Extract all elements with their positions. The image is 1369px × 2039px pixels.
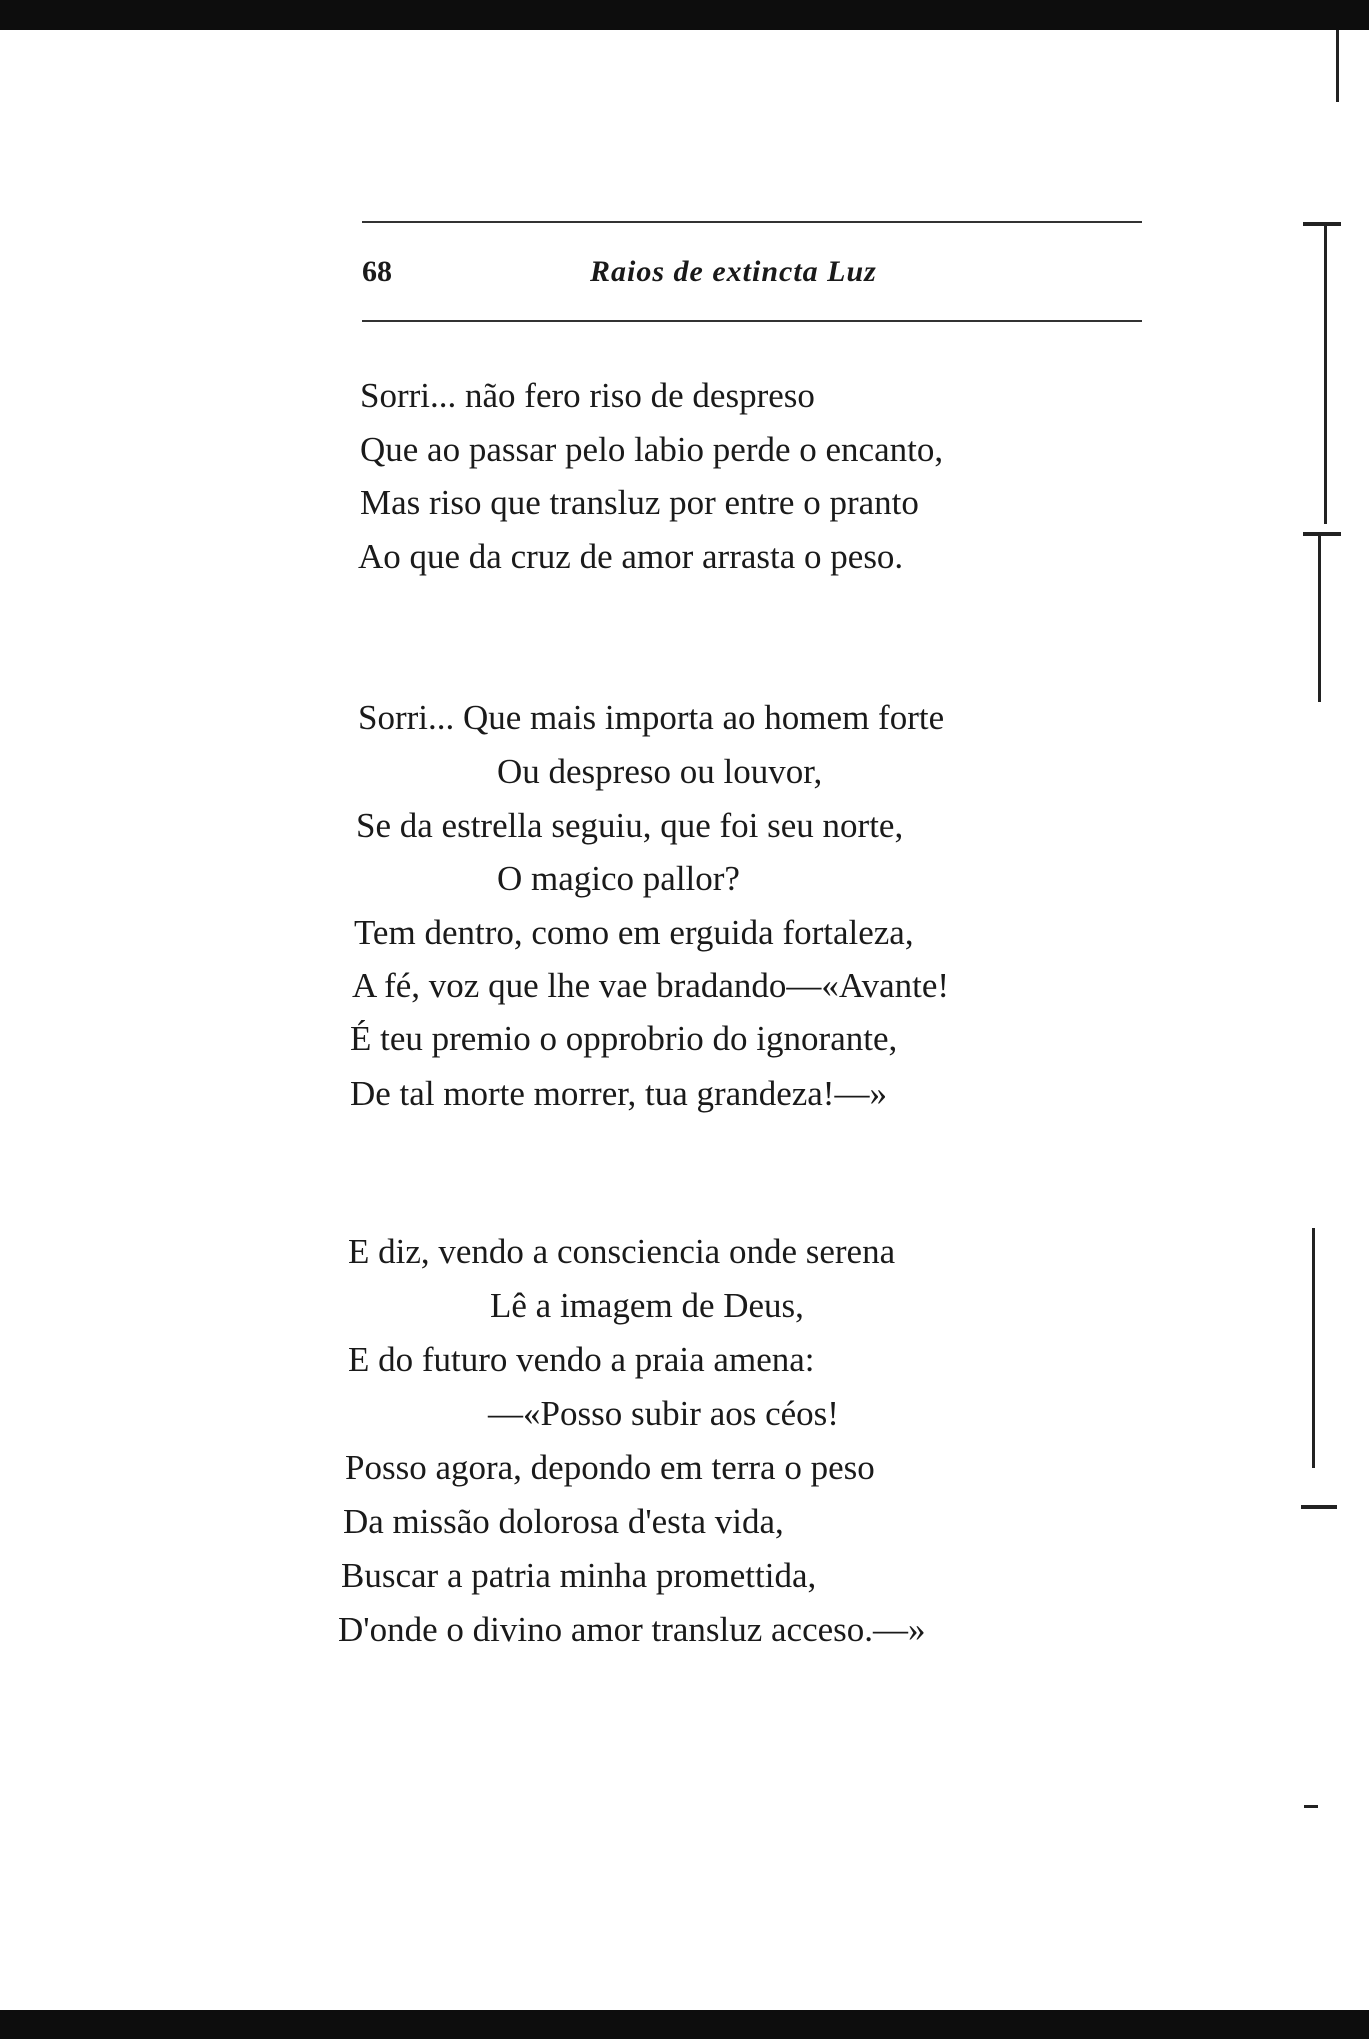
scan-edge-mark	[1312, 1228, 1315, 1468]
verse-line: Ao que da cruz de amor arrasta o peso.	[358, 537, 904, 576]
verse-line: Que ao passar pelo labio perde o encanto,	[360, 430, 944, 469]
scan-edge-mark	[1303, 532, 1341, 536]
verse-line: Mas riso que transluz por entre o pranto	[360, 483, 919, 522]
verse-line: E do futuro vendo a praia amena:	[348, 1340, 815, 1379]
verse-line: —«Posso subir aos céos!	[488, 1394, 839, 1433]
scan-edge-mark	[1304, 1805, 1318, 1808]
verse-line: E diz, vendo a consciencia onde serena	[348, 1232, 896, 1271]
verse-line: É teu premio o opprobrio do ignorante,	[350, 1019, 898, 1058]
scan-edge-mark	[1336, 30, 1339, 102]
verse-line: De tal morte morrer, tua grandeza!—»	[350, 1074, 887, 1113]
scan-edge-mark	[1303, 222, 1341, 226]
verse-line: D'onde o divino amor transluz acceso.—»	[338, 1610, 926, 1649]
verse-line: O magico pallor?	[497, 859, 740, 898]
scan-edge-mark	[1318, 536, 1321, 702]
page-number: 68	[362, 255, 392, 288]
verse-line: Buscar a patria minha promettida,	[341, 1556, 817, 1595]
scan-edge-mark	[1324, 224, 1327, 524]
header-rule-bottom	[362, 320, 1142, 322]
scan-border-bottom	[0, 2010, 1369, 2039]
verse-line: Se da estrella seguiu, que foi seu norte,	[356, 806, 904, 845]
verse-line: Sorri... não fero riso de despreso	[360, 376, 815, 415]
verse-line: A fé, voz que lhe vae bradando—«Avante!	[352, 966, 950, 1005]
scan-border-top	[0, 0, 1369, 30]
scan-edge-mark	[1301, 1505, 1337, 1509]
verse-line: Da missão dolorosa d'esta vida,	[343, 1502, 784, 1541]
verse-line: Posso agora, depondo em terra o peso	[345, 1448, 875, 1487]
verse-line: Tem dentro, como em erguida fortaleza,	[354, 913, 914, 952]
running-head: Raios de extincta Luz	[590, 255, 877, 288]
verse-line: Ou despreso ou louvor,	[497, 752, 823, 791]
verse-line: Lê a imagem de Deus,	[490, 1286, 804, 1325]
header-rule-top	[362, 221, 1142, 223]
verse-line: Sorri... Que mais importa ao homem forte	[358, 698, 945, 737]
